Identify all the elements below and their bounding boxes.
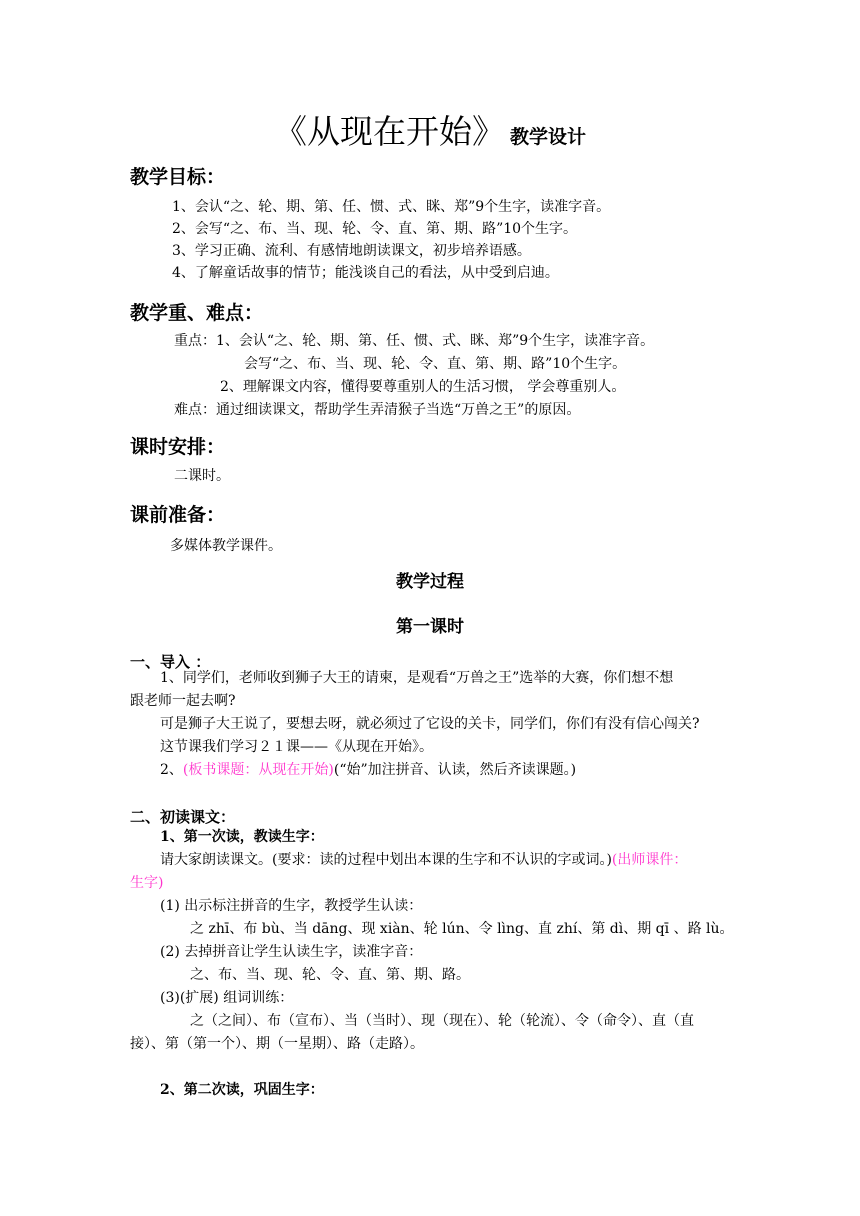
title-main: 《从现在开始》: [273, 112, 505, 151]
key-line-3: 2、理解课文内容，懂得要尊重别人的生活习惯， 学会尊重别人。: [220, 379, 626, 395]
intro-p3: 这节课我们学习２１课——《从现在开始》。: [160, 739, 433, 755]
goal-item-4: 4、了解童话故事的情节；能浅谈自己的看法，从中受到启迪。: [172, 265, 559, 281]
read-step3: (3)(扩展) 组词训练：: [160, 990, 294, 1006]
intro-p4-num: 2、: [160, 762, 183, 778]
read-sub2: 2、第二次读，巩固生字：: [160, 1082, 324, 1098]
courseware-note-a: (出师课件：: [611, 852, 688, 868]
read-step1-text: 之 zhī、布 bù、当 dāng、现 xiàn、轮 lún、令 lìng、直 zhí、第 dì、期 qī 、路 lù。: [190, 921, 734, 937]
intro-p4-rest: (“始”加注拼音、认读，然后齐读课题。): [333, 762, 577, 778]
goals-heading: 教学目标：: [130, 166, 226, 188]
intro-heading: 一、导入 ：: [130, 653, 211, 671]
prep-heading: 课前准备：: [130, 504, 226, 526]
goal-item-3: 3、学习正确、流利、有感情地朗读课文，初步培养语感。: [172, 243, 531, 259]
read-req-text: 请大家朗读课文。(要求：读的过程中划出本课的生字和不认识的字或词。): [160, 852, 612, 868]
schedule-heading: 课时安排：: [130, 436, 226, 458]
lesson1-heading: 第一课时: [396, 617, 464, 637]
intro-p1b: 跟老师一起去啊?: [130, 693, 236, 709]
schedule-text: 二课时。: [174, 468, 230, 484]
read-step3-text-b: 接）、第（第一个）、期（一星期）、路（走路）。: [130, 1036, 424, 1052]
key-line-1: 重点：1、会认“之、轮、期、第、任、惯、式、眯、郑”9个生字，读准字音。: [174, 333, 655, 349]
read-step3-text-a: 之（之间）、布（宣布）、当（当时）、现（现在）、轮（轮流）、令（命令）、直（直: [190, 1013, 694, 1029]
read-sub1: 1、第一次读，教读生字：: [160, 829, 324, 845]
key-line-2: 会写“之、布、当、现、轮、令、直、第、期、路”10个生字。: [244, 356, 627, 372]
process-heading: 教学过程: [396, 572, 464, 592]
goal-item-1: 1、会认“之、轮、期、第、任、惯、式、眯、郑”9个生字，读准字音。: [172, 199, 611, 215]
prep-text: 多媒体教学课件。: [170, 538, 282, 554]
read-heading: 二、初读课文：: [130, 808, 236, 826]
courseware-note-b: 生字): [130, 875, 164, 891]
intro-p4: [160, 759, 576, 781]
board-title-note: (板书课题：从现在开始): [182, 762, 334, 778]
document-title: [0, 106, 860, 153]
intro-p1a: 1、同学们，老师收到狮子大王的请柬，是观看“万兽之王”选举的大赛，你们想不想: [160, 670, 674, 686]
read-step1: (1) 出示标注拼音的生字，教授学生认读：: [160, 898, 423, 914]
key-heading: 教学重、难点：: [130, 302, 264, 324]
intro-p2: 可是狮子大王说了，要想去呀，就必须过了它设的关卡，同学们，你们有没有信心闯关?: [160, 716, 700, 732]
goal-item-2: 2、会写“之、布、当、现、轮、令、直、第、期、路”10个生字。: [172, 221, 578, 237]
key-line-4: 难点：通过细读课文，帮助学生弄清猴子当选“万兽之王”的原因。: [174, 402, 581, 418]
read-step2: (2) 去掉拼音让学生认读生字，读准字音：: [160, 944, 423, 960]
title-sub: 教学设计: [510, 126, 587, 148]
read-requirement: [160, 849, 687, 871]
read-step2-text: 之、布、当、现、轮、令、直、第、期、路。: [190, 967, 470, 983]
